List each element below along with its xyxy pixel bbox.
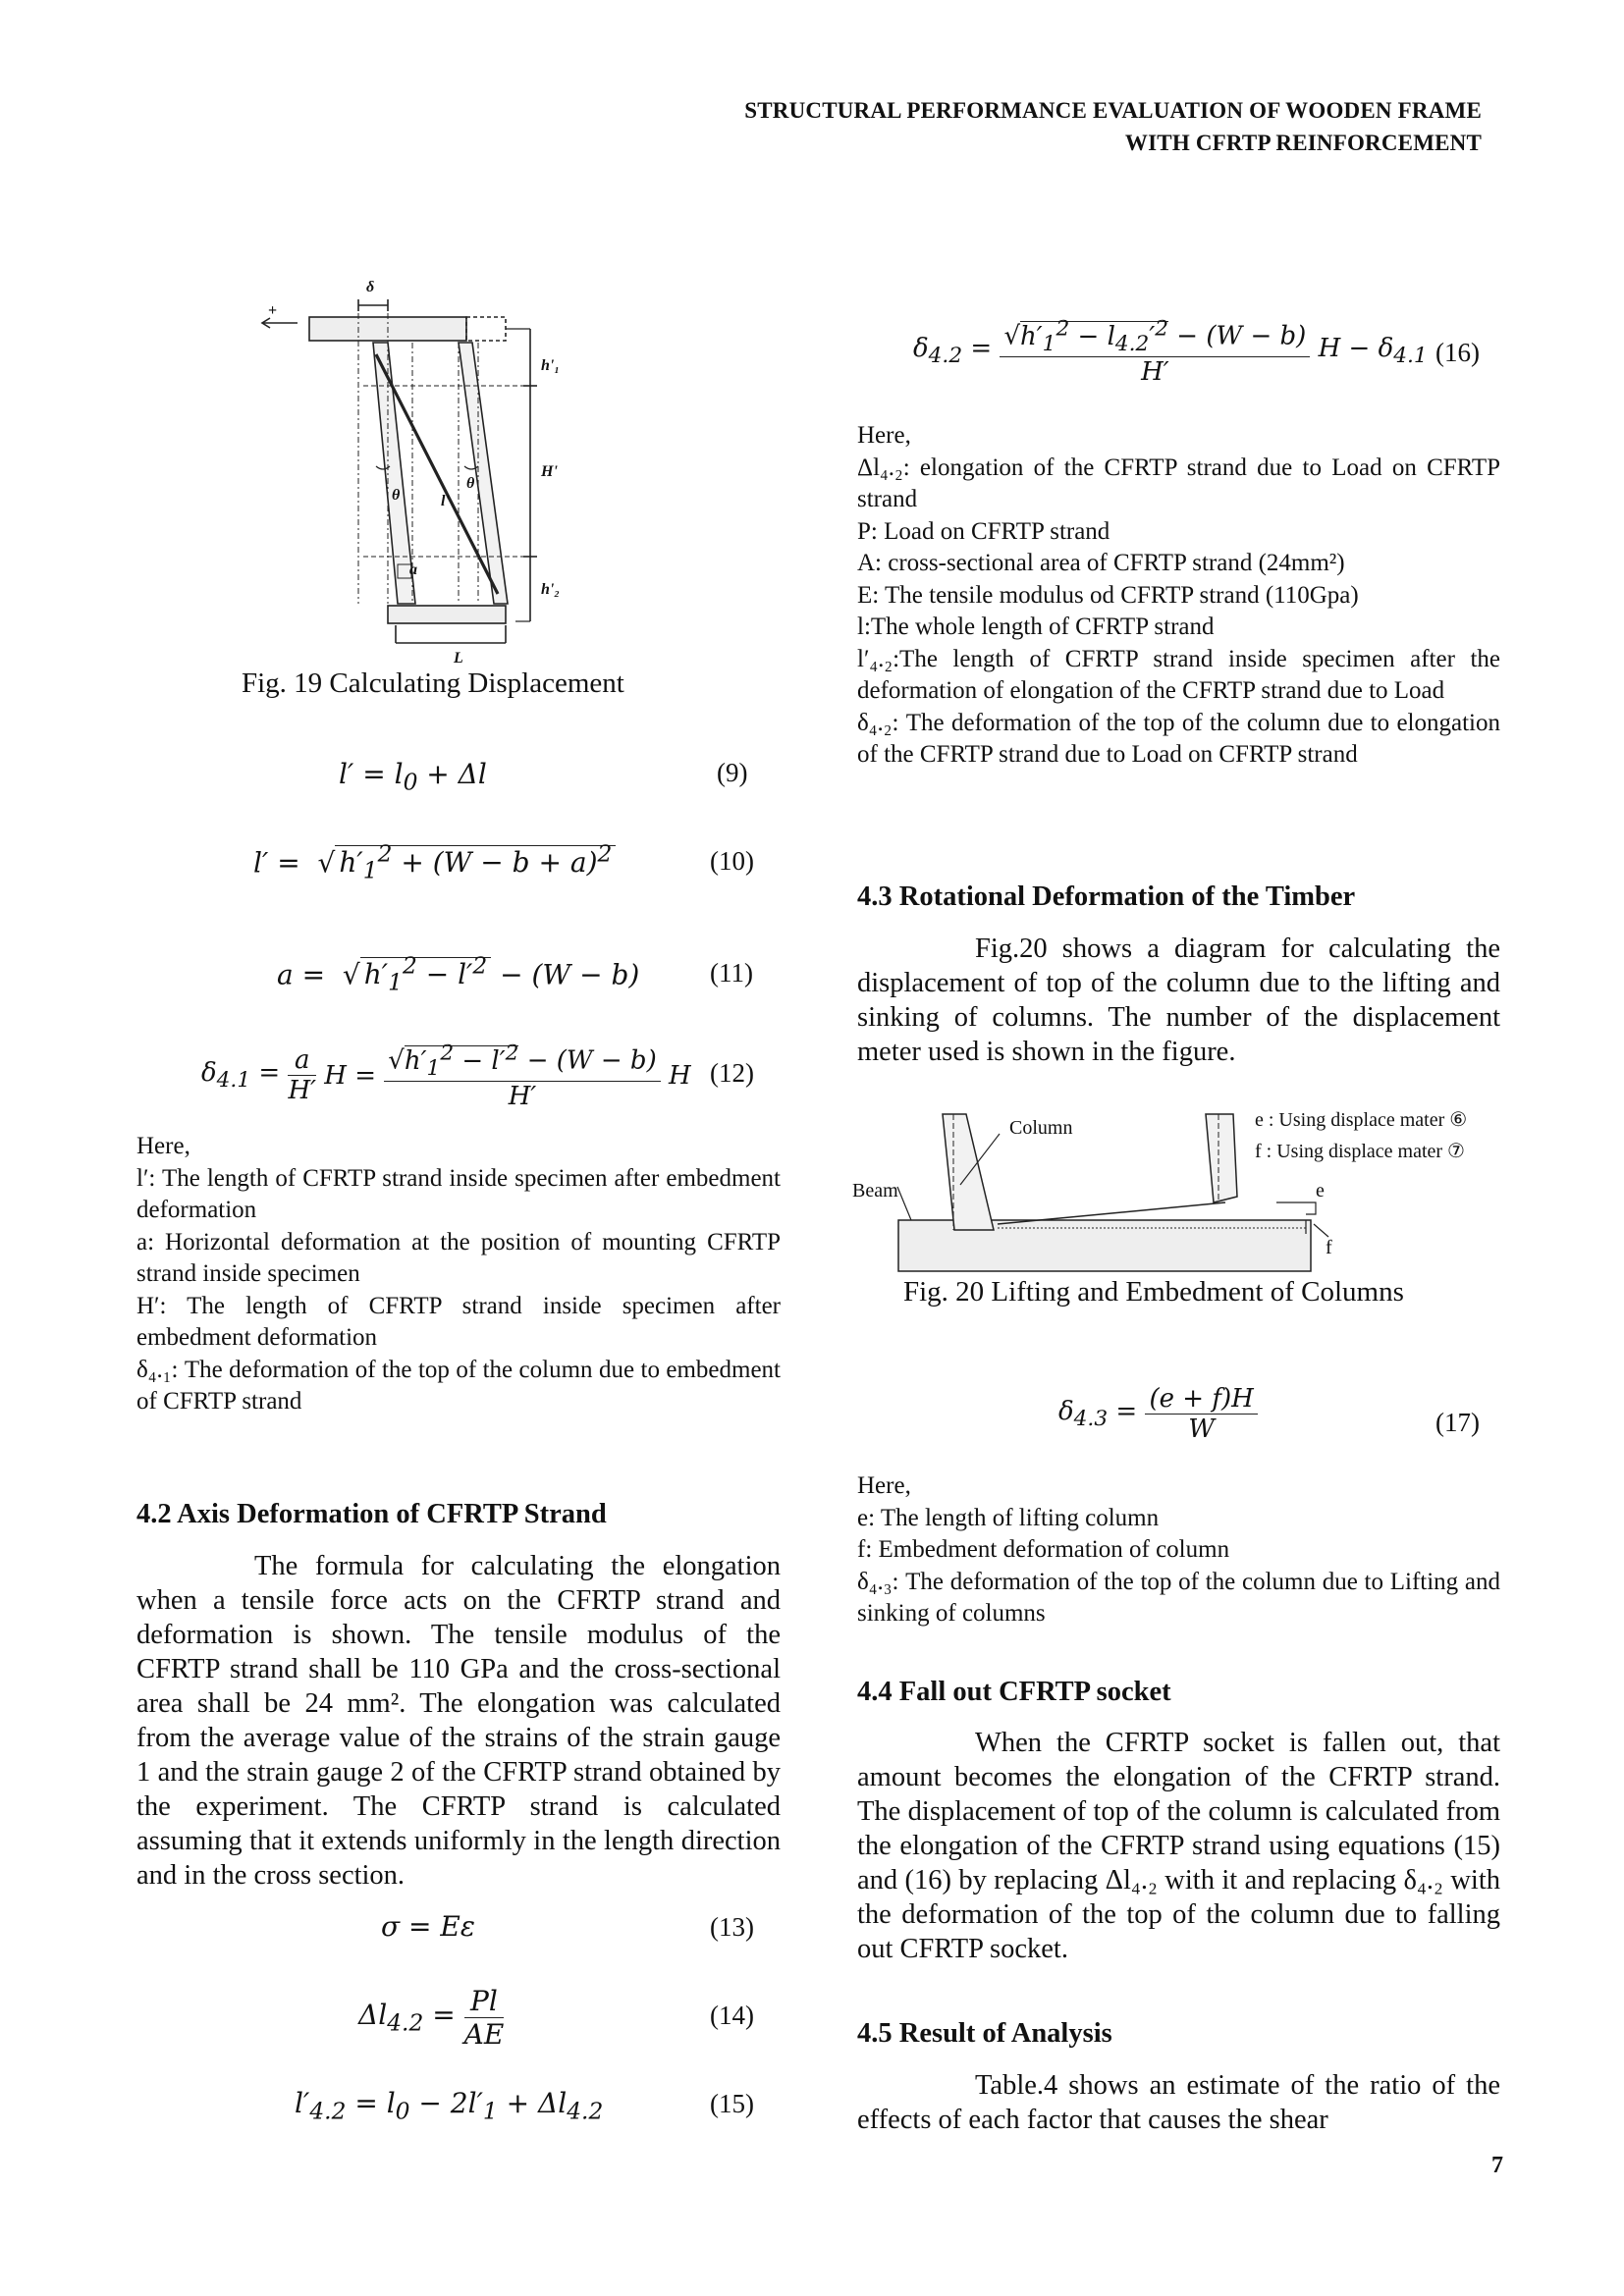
running-header-line2: WITH CFRTP REINFORCEMENT bbox=[1124, 131, 1482, 155]
equation-13: σ = Eε bbox=[381, 1910, 475, 1943]
fig20-f-label: f bbox=[1326, 1237, 1332, 1258]
section-4-5-heading: 4.5 Result of Analysis bbox=[857, 2018, 1112, 2049]
right-column bbox=[1206, 1114, 1237, 1202]
definition-item: f: Embedment deformation of column bbox=[857, 1536, 1230, 1563]
section-4-5-paragraph: Table.4 shows an estimate of the ratio of the effects of each factor that causes the shear bbox=[857, 2070, 1500, 2135]
fig20-beam-label: Beam bbox=[852, 1180, 898, 1201]
section-4-4-heading: 4.4 Fall out CFRTP socket bbox=[857, 1677, 1171, 1707]
fig19-h1-label: h'₁ bbox=[541, 357, 560, 374]
section-4-2-paragraph: The formula for calculating the elongation when a tensile force acts on the CFRTP strand and deformation is shown. The tensile modulus of the CFRTP strand shall be 110 GPa and the cross-sectional area shall be 24 mm². The elongation was calculated from the average value of the strains of the strain gauge 1 and the strain gauge 2 of the CFRTP strand obtained by the experiment. The CFRTP strand is calculated assuming that it extends uniformly in the length direction and in the cross section. bbox=[136, 1551, 781, 1891]
here-label: Here, bbox=[857, 1472, 911, 1499]
fig19-h2-label: h'₂ bbox=[541, 581, 560, 598]
figure-19-diagram bbox=[250, 270, 682, 663]
equation-15-number: (15) bbox=[710, 2089, 754, 2118]
left-column bbox=[943, 1114, 994, 1230]
equation-13-number: (13) bbox=[710, 1912, 754, 1942]
equation-9: $l' = l_0 + \Delta l$ bbox=[339, 758, 487, 796]
fig19-L-label: L bbox=[454, 650, 463, 663]
definition-item: δ₄.₁: The deformation of the top of the column due to embedment of CFRTP strand bbox=[136, 1356, 781, 1415]
definition-item: e: The length of lifting column bbox=[857, 1504, 1160, 1531]
figure-20-diagram bbox=[852, 1104, 1520, 1281]
equation-17-number: (17) bbox=[1435, 1408, 1480, 1437]
equation-15: $l'_{4.2} = l_0 - 2l'_1 + \Delta l_{4.2}$ bbox=[295, 2087, 604, 2125]
page-number: 7 bbox=[1491, 2153, 1503, 2178]
fig19-delta-label: δ bbox=[366, 279, 375, 295]
definition-item: δ₄.₂: The deformation of the top of the column due to elongation of the CFRTP strand due to Load on CFRTP strand bbox=[857, 709, 1500, 768]
definition-item: Δl₄.₂: elongation of the CFRTP strand due to Load on CFRTP strand bbox=[857, 454, 1500, 512]
figure-20-caption: Fig. 20 Lifting and Embedment of Columns bbox=[903, 1276, 1404, 1308]
definition-item: δ₄.₃: The deformation of the top of the column due to Lifting and sinking of columns bbox=[857, 1568, 1500, 1627]
definition-item: H′: The length of CFRTP strand inside specimen after embedment deformation bbox=[136, 1292, 781, 1351]
equation-16: $\delta_{4.2}$ = $\frac{√h'_1^2 - l_{4.2}'^2 - (W - b)}{H'}$ $H - \delta_{4.1}$ bbox=[913, 316, 1428, 387]
equation-10-number: (10) bbox=[710, 846, 754, 876]
equation-16-number: (16) bbox=[1435, 338, 1480, 367]
fig19-a-label: a bbox=[409, 561, 417, 578]
equation-12-number: (12) bbox=[710, 1058, 754, 1088]
fig19-theta-right: θ bbox=[466, 475, 475, 492]
equation-11: a = √ $h'_1^2 - l'^2 - (W - b)$ bbox=[277, 952, 640, 996]
equation-12: $\delta_{4.1}$ = $\frac{a}{H'}$ H = $\frac{√h'_1^2 - l'^2 - (W - b)}{H'}$ H bbox=[201, 1041, 691, 1111]
definition-item: A: cross-sectional area of CFRTP strand (24mm²) bbox=[857, 550, 1345, 576]
definition-item: l:The whole length of CFRTP strand bbox=[857, 614, 1215, 640]
definition-item: l′: The length of CFRTP strand inside specimen after embedment deformation bbox=[136, 1164, 781, 1223]
fig20-f-note: f : Using displace mater ⑦ bbox=[1255, 1141, 1465, 1162]
fig20-column-label: Column bbox=[1009, 1117, 1073, 1139]
top-beam-shifted bbox=[466, 317, 506, 341]
here-block-right-2 bbox=[857, 1470, 1500, 1630]
bottom-beam bbox=[388, 606, 506, 623]
definition-item: l′₄.₂:The length of CFRTP strand inside specimen after the deformation of elongation of the CFRTP strand due to Load bbox=[857, 645, 1500, 704]
section-4-4-paragraph: When the CFRTP socket is fallen out, that amount becomes the elongation of the CFRTP strand. The displacement of top of the column is calculated from the elongation of the CFRTP strand using equations (15) and (16) by replacing Δl₄.₂ with it and replacing δ₄.₂ with the deformation of the top of the column due to falling out CFRTP socket. bbox=[857, 1728, 1500, 1964]
equation-11-number: (11) bbox=[710, 958, 753, 988]
section-4-2-heading: 4.2 Axis Deformation of CFRTP Strand bbox=[136, 1499, 607, 1529]
fig19-plus-label: + bbox=[268, 302, 278, 319]
running-header-line1: STRUCTURAL PERFORMANCE EVALUATION OF WOODEN FRAME bbox=[744, 98, 1482, 123]
definition-item: E: The tensile modulus od CFRTP strand (110Gpa) bbox=[857, 581, 1359, 609]
here-label: Here, bbox=[857, 422, 911, 449]
here-block-left bbox=[136, 1131, 781, 1418]
equation-9-number: (9) bbox=[717, 758, 748, 787]
definition-item: P: Load on CFRTP strand bbox=[857, 517, 1110, 545]
fig19-lprime-label: l' bbox=[441, 493, 450, 509]
equation-17: $\delta_{4.3}$ = $\frac{(e + f)H}{W}$ bbox=[1058, 1384, 1258, 1444]
equation-14-number: (14) bbox=[710, 2001, 754, 2030]
section-4-3-paragraph: Fig.20 shows a diagram for calculating the displacement of top of the column due to the lifting and sinking of columns. The number of the displacement meter used is shown in the figure. bbox=[857, 934, 1500, 1067]
fig20-e-note: e : Using displace mater ⑥ bbox=[1255, 1109, 1468, 1131]
equation-10: l′ = √ $h'_1^2 + (W - b + a)^2$ bbox=[253, 840, 616, 884]
running-header bbox=[598, 94, 1482, 159]
figure-19-caption: Fig. 19 Calculating Displacement bbox=[242, 667, 624, 699]
here-block-right bbox=[857, 420, 1500, 772]
definition-item: a: Horizontal deformation at the position of mounting CFRTP strand inside specimen bbox=[136, 1228, 781, 1287]
fig19-hprime-label: H' bbox=[541, 463, 558, 480]
section-4-3-heading: 4.3 Rotational Deformation of the Timber bbox=[857, 881, 1356, 912]
equation-14: $\Delta l_{4.2}$ = $\frac{Pl}{AE}$ bbox=[358, 1985, 505, 2051]
fig19-theta-left: θ bbox=[392, 487, 401, 504]
here-label: Here, bbox=[136, 1133, 190, 1159]
fig20-e-label: e bbox=[1316, 1180, 1325, 1201]
